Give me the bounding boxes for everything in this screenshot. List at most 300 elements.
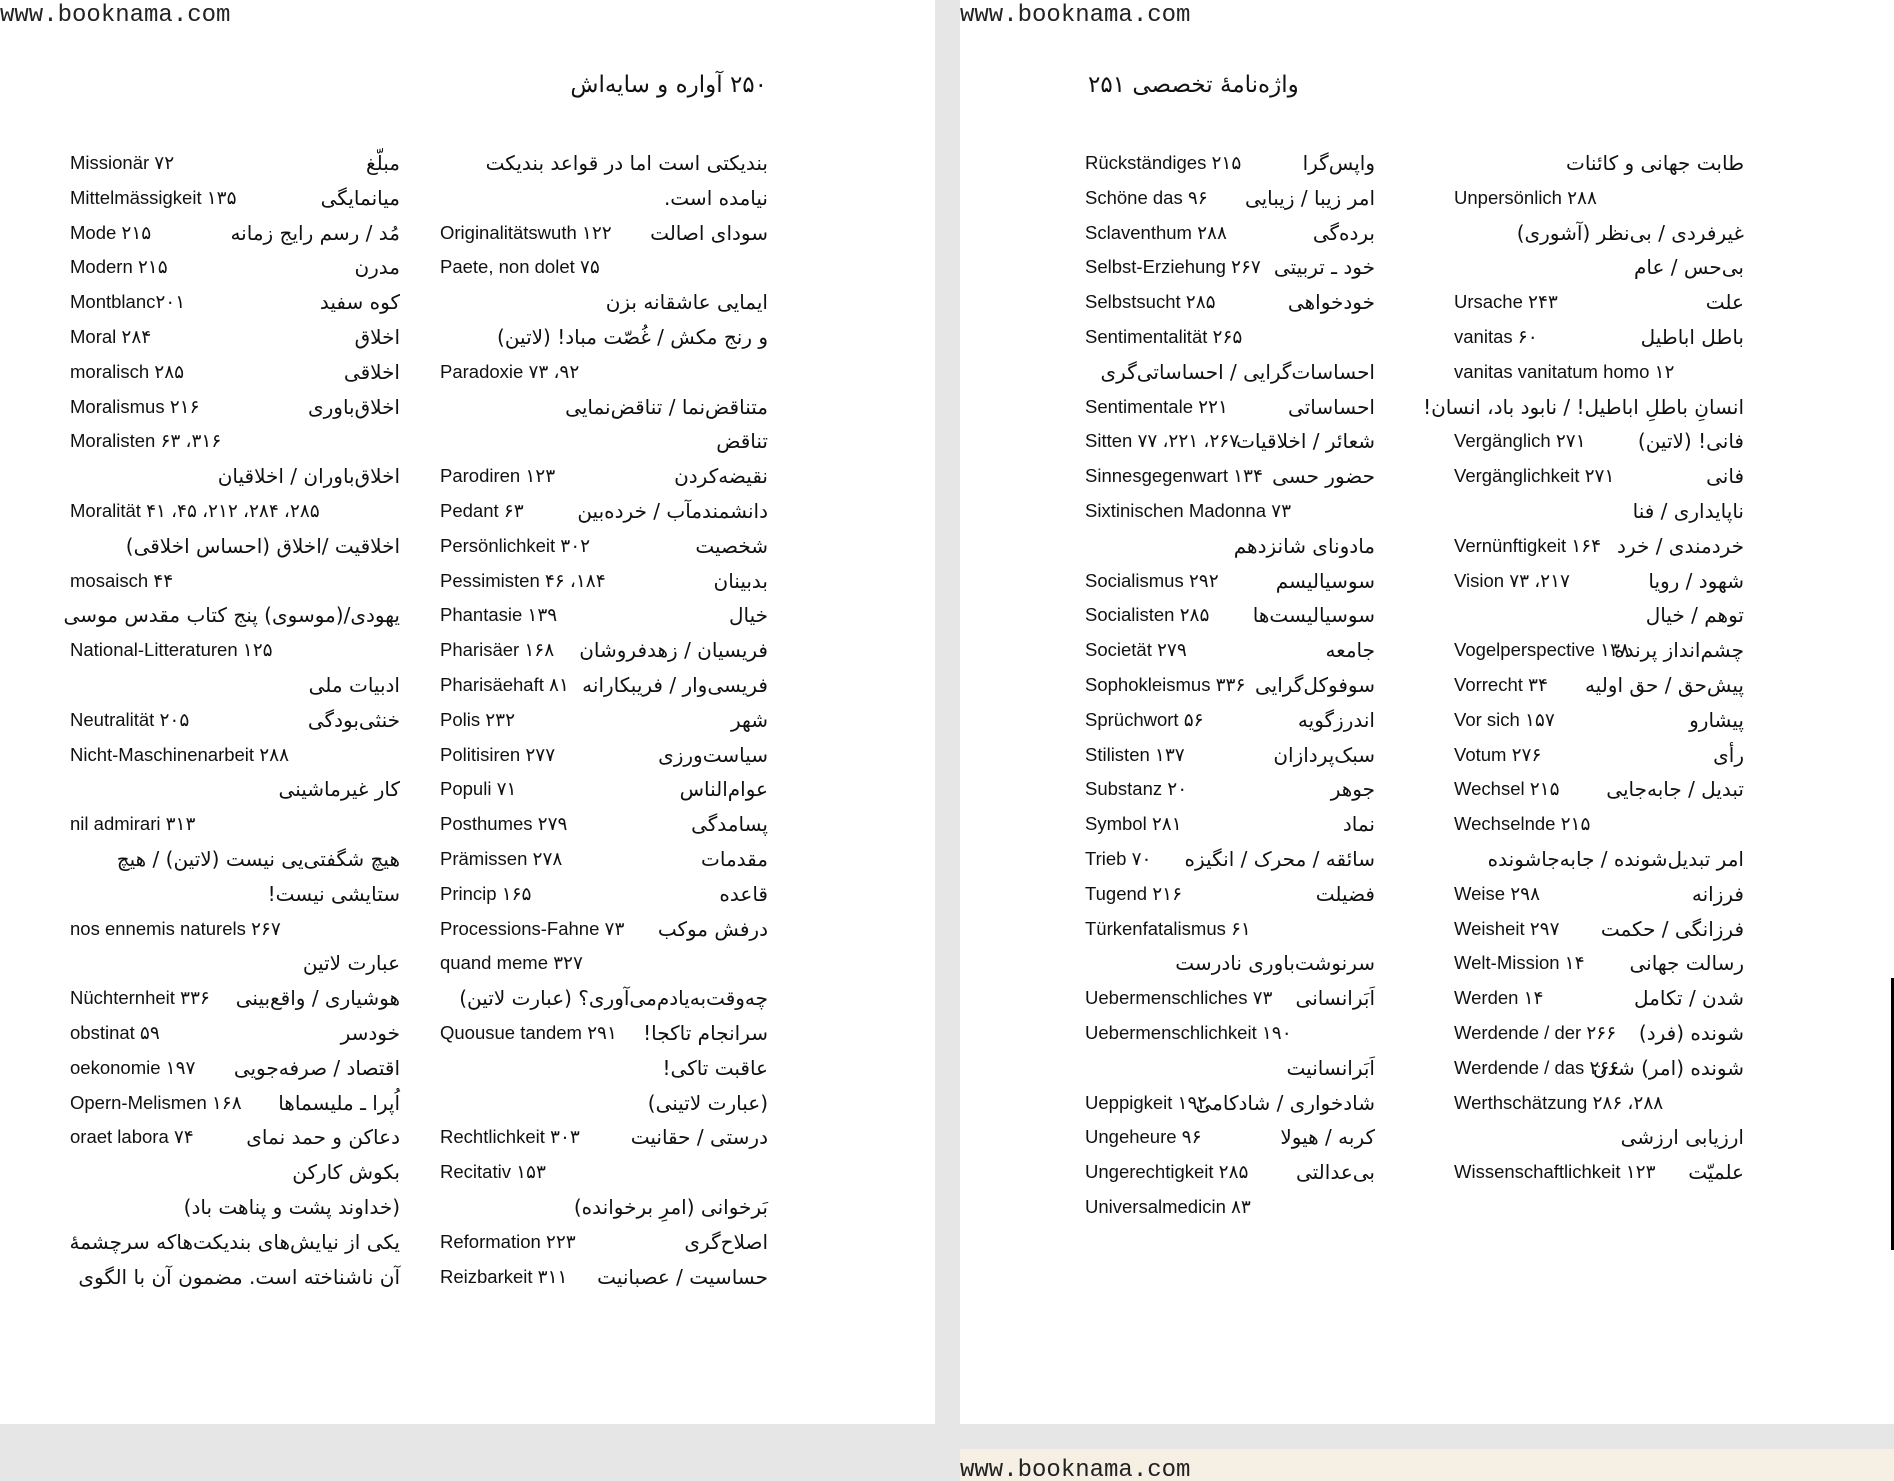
index-entry — [70, 635, 400, 670]
persian-translation: احساسات‌گرایی / احساساتی‌گری — [1100, 359, 1375, 384]
index-entry — [70, 392, 400, 427]
index-entry — [1085, 1192, 1375, 1227]
index-entry — [440, 1088, 768, 1123]
persian-translation: ادبیات ملی — [308, 672, 400, 697]
persian-translation: طابت جهانی و کائنات — [1566, 151, 1744, 175]
index-entry — [1454, 1157, 1744, 1192]
index-entry — [70, 1227, 400, 1262]
german-term: Ursache ۲۴۳ — [1454, 291, 1558, 313]
index-entry — [440, 1262, 768, 1297]
index-entry — [440, 287, 768, 322]
german-term: obstinat ۵۹ — [70, 1021, 160, 1043]
index-entry — [70, 1262, 400, 1297]
german-term: Sprüchwort ۵۶ — [1085, 708, 1204, 730]
index-entry — [440, 809, 768, 844]
persian-translation: امر زیبا / زیبایی — [1244, 185, 1375, 210]
index-column-right — [440, 148, 768, 1296]
index-entry — [1085, 322, 1375, 357]
index-entry — [1454, 426, 1744, 461]
index-entry — [1454, 322, 1744, 357]
index-entry — [1085, 1053, 1375, 1088]
right-page — [960, 0, 1894, 1424]
index-entry — [70, 461, 400, 496]
persian-translation: واپس‌گرا — [1302, 151, 1375, 175]
persian-translation: اخلاق‌باوران / اخلاقیان — [217, 464, 400, 489]
index-entry — [440, 774, 768, 809]
index-entry — [1085, 1157, 1375, 1192]
persian-translation: کار غیرماشینی — [278, 777, 400, 802]
persian-translation: انسانِ باطلِ اباطیل! / نابود باد، انسان! — [1423, 394, 1744, 419]
index-entry — [1454, 740, 1744, 775]
index-entry — [1454, 844, 1744, 879]
persian-translation: اصلاح‌گری — [684, 1229, 768, 1254]
persian-translation: علمیّت — [1688, 1160, 1744, 1185]
persian-translation: اخلاقی — [343, 359, 400, 384]
german-term: moralisch ۲۸۵ — [70, 360, 185, 382]
persian-translation: چه‌وقت‌به‌یادم‌می‌آوری؟ (عبارت لاتین) — [459, 986, 768, 1011]
index-entry — [440, 496, 768, 531]
index-entry — [1085, 879, 1375, 914]
german-term: Vorrecht ۳۴ — [1454, 673, 1548, 695]
page-header: ۲۵۰ آواره و سایه‌اش — [570, 72, 767, 98]
persian-translation: هوشیاری / واقع‌بینی — [235, 986, 400, 1011]
index-entry — [70, 983, 400, 1018]
german-term: Wissenschaftlichkeit ۱۲۳ — [1454, 1161, 1656, 1183]
german-term: Originalitätswuth ۱۲۲ — [440, 221, 612, 243]
german-term: National-Litteraturen ۱۲۵ — [70, 639, 273, 661]
persian-translation: سوفوکل‌گرایی — [1255, 672, 1375, 697]
persian-translation: یکی از نیایش‌های بندیکت‌هاکه سرچشمهٔ — [69, 1229, 400, 1254]
persian-translation: سرنوشت‌باوری نادرست — [1175, 951, 1375, 976]
index-entry — [70, 426, 400, 461]
german-term: Sophokleismus ۳۳۶ — [1085, 673, 1246, 695]
german-term: Posthumes ۲۷۹ — [440, 813, 568, 835]
index-entry — [1085, 774, 1375, 809]
german-term: Princip ۱۶۵ — [440, 882, 532, 904]
index-entry — [1454, 183, 1744, 218]
index-entry — [440, 1053, 768, 1088]
german-term: Substanz ۲۰ — [1085, 778, 1188, 800]
index-entry — [1085, 844, 1375, 879]
index-entry — [440, 322, 768, 357]
index-entry — [1454, 809, 1744, 844]
persian-translation: فرزانه — [1691, 881, 1744, 906]
index-entry — [70, 844, 400, 879]
index-entry — [1085, 1088, 1375, 1123]
persian-translation: خودسر — [340, 1020, 400, 1045]
index-entry — [1454, 1018, 1744, 1053]
german-term: mosaisch ۴۴ — [70, 569, 174, 591]
german-term: Opern-Melismen ۱۶۸ — [70, 1091, 242, 1113]
persian-translation: مقدمات — [701, 846, 768, 871]
persian-translation: اندرزگویه — [1297, 707, 1375, 732]
index-entry — [70, 148, 400, 183]
german-term: Moralismus ۲۱۶ — [70, 395, 200, 417]
persian-translation: اَبَرانسانیت — [1286, 1055, 1375, 1080]
index-entry — [440, 252, 768, 287]
persian-translation: حساسیت / عصبانیت — [597, 1264, 768, 1289]
index-entry — [440, 148, 768, 183]
german-term: Vergänglich ۲۷۱ — [1454, 430, 1586, 452]
persian-translation: شهود / رویا — [1648, 568, 1744, 593]
index-entry — [1454, 148, 1744, 183]
persian-translation: شدن / تکامل — [1634, 986, 1744, 1011]
persian-translation: درستی / حقانیت — [630, 1125, 768, 1150]
german-term: Prämissen ۲۷۸ — [440, 847, 563, 869]
persian-translation: رأی — [1713, 742, 1744, 767]
persian-translation: نیامده است. — [663, 185, 768, 210]
persian-translation: اخلاق‌باوری — [307, 394, 400, 419]
index-entry — [70, 531, 400, 566]
index-column-left — [1085, 148, 1375, 1227]
german-term: Pharisäehaft ۸۱ — [440, 673, 569, 695]
index-entry — [70, 740, 400, 775]
german-term: Nüchternheit ۳۳۶ — [70, 987, 210, 1009]
index-entry — [1085, 635, 1375, 670]
persian-translation: شهر — [730, 707, 768, 732]
index-entry — [440, 1192, 768, 1227]
german-term: Werdende / der ۲۶۶ — [1454, 1021, 1617, 1043]
persian-translation: خیال — [728, 603, 768, 628]
index-entry — [440, 183, 768, 218]
persian-translation: عبارت لاتین — [302, 951, 400, 976]
german-term: Wechselnde ۲۱۵ — [1454, 813, 1591, 835]
persian-translation: تناقض — [716, 429, 768, 454]
persian-translation: حضور حسی — [1272, 464, 1375, 489]
german-term: Uebermenschliches ۷۳ — [1085, 987, 1273, 1009]
index-entry — [440, 566, 768, 601]
page-header: واژه‌نامهٔ تخصصی ۲۵۱ — [1088, 72, 1299, 98]
persian-translation: خودخواهی — [1287, 290, 1375, 315]
persian-translation: ستایشی نیست! — [267, 881, 400, 906]
persian-translation: اَبَرانسانی — [1295, 986, 1375, 1011]
german-term: Mittelmässigkeit ۱۳۵ — [70, 186, 237, 208]
persian-translation: اخلاق — [354, 324, 400, 349]
persian-translation: فریسی‌وار / فریبکارانه — [582, 672, 768, 697]
index-entry — [1085, 566, 1375, 601]
persian-translation: سوسیالیسم — [1275, 568, 1375, 593]
index-entry — [1454, 252, 1744, 287]
watermark: www.booknama.com — [960, 2, 1191, 29]
german-term: Mode ۲۱۵ — [70, 221, 152, 243]
german-term: Moralisten ۶۳ ،۳۱۶ — [70, 430, 222, 452]
persian-translation: عوام‌الناس — [679, 777, 768, 802]
german-term: Ungerechtigkeit ۲۸۵ — [1085, 1161, 1249, 1183]
persian-translation: فضیلت — [1315, 881, 1375, 906]
index-entry — [1423, 392, 1744, 427]
persian-translation: ایمایی عاشقانه بزن — [605, 290, 768, 315]
index-entry — [1085, 148, 1375, 183]
german-term: Missionär ۷۲ — [70, 152, 175, 173]
german-term: Reformation ۲۲۳ — [440, 1230, 576, 1252]
index-entry — [440, 600, 768, 635]
persian-translation: مادونای شانزدهم — [1233, 533, 1375, 558]
watermark: www.booknama.com — [0, 2, 231, 29]
index-entry — [1085, 426, 1375, 461]
persian-translation: رسالت جهانی — [1629, 951, 1744, 976]
german-term: Pedant ۶۳ — [440, 499, 524, 521]
german-term: Montblanc۲۰۱ — [70, 291, 186, 313]
german-term: Sixtinischen Madonna ۷۳ — [1085, 499, 1292, 521]
index-entry — [440, 1018, 768, 1053]
persian-translation: علت — [1705, 290, 1744, 315]
persian-translation: خود ـ تربیتی — [1273, 255, 1375, 280]
persian-translation: اقتصاد / صرفه‌جویی — [233, 1055, 400, 1080]
persian-translation: اُپرا ـ ملیسماها — [278, 1090, 400, 1115]
german-term: Socialisten ۲۸۵ — [1085, 604, 1210, 626]
index-entry — [1454, 461, 1744, 496]
persian-translation: اخلاقیت /اخلاق (احساس اخلاقی) — [125, 533, 400, 558]
persian-translation: فریسیان / زهدفروشان — [579, 638, 768, 663]
persian-translation: سبک‌پردازان — [1273, 742, 1375, 767]
german-term: Weise ۲۹۸ — [1454, 882, 1541, 904]
persian-translation: میانمایگی — [320, 185, 400, 210]
index-entry — [70, 879, 400, 914]
german-term: Ueppigkeit ۱۹۲ — [1085, 1091, 1208, 1113]
german-term: Tugend ۲۱۶ — [1085, 882, 1183, 904]
index-entry — [70, 670, 400, 705]
german-term: Welt-Mission ۱۴ — [1454, 952, 1585, 974]
index-entry — [440, 635, 768, 670]
german-term: Trieb ۷۰ — [1085, 847, 1152, 869]
german-term: Sinnesgegenwart ۱۳۴ — [1085, 465, 1263, 487]
german-term: Socialismus ۲۹۲ — [1085, 569, 1219, 591]
index-entry — [1454, 670, 1744, 705]
german-term: Türkenfatalismus ۶۱ — [1085, 917, 1251, 939]
index-entry — [1085, 948, 1375, 983]
persian-translation: دانشمندمآب / خرده‌بین — [577, 498, 768, 523]
persian-translation: پیشارو — [1689, 707, 1744, 732]
index-entry — [440, 218, 768, 253]
index-entry — [70, 1122, 400, 1157]
persian-translation: فرزانگی / حکمت — [1600, 916, 1744, 941]
index-entry — [1085, 252, 1375, 287]
index-entry — [70, 252, 400, 287]
german-term: Sclaventhum ۲۸۸ — [1085, 221, 1227, 243]
index-entry — [1454, 531, 1744, 566]
persian-translation: (عبارت لاتینی) — [647, 1090, 768, 1115]
persian-translation: و رنج مکش / غُصّت مباد! (لاتین) — [497, 324, 768, 349]
index-entry — [1454, 948, 1744, 983]
index-entry — [70, 948, 400, 983]
index-entry — [440, 879, 768, 914]
index-entry — [70, 357, 400, 392]
german-term: Werdende / das ۲۶۶ — [1454, 1056, 1620, 1078]
persian-translation: شونده (فرد) — [1638, 1020, 1744, 1045]
german-term: Selbst-Erziehung ۲۶۷ — [1085, 256, 1261, 278]
index-entry — [1085, 809, 1375, 844]
persian-translation: قاعده — [719, 881, 768, 906]
persian-translation: کوه سفید — [319, 290, 400, 315]
index-entry — [70, 1088, 400, 1123]
index-column-right — [1423, 148, 1744, 1192]
index-entry — [1085, 705, 1375, 740]
german-term: Werthschätzung ۲۸۶ ،۲۸۸ — [1454, 1091, 1664, 1113]
german-term: Societät ۲۷۹ — [1085, 639, 1187, 661]
persian-translation: سرانجام تاکجا! — [643, 1020, 768, 1045]
index-entry — [1085, 287, 1375, 322]
persian-translation: درفش موکب — [657, 916, 768, 941]
index-entry — [1085, 183, 1375, 218]
next-page-strip — [960, 1449, 1894, 1481]
persian-translation: فانی — [1706, 464, 1744, 489]
index-entry — [440, 914, 768, 949]
index-entry — [440, 705, 768, 740]
german-term: Vor sich ۱۵۷ — [1454, 708, 1555, 730]
persian-translation: پیش‌حق / حق اولیه — [1584, 672, 1744, 697]
index-entry — [1454, 496, 1744, 531]
index-entry — [440, 531, 768, 566]
german-term: Pessimisten ۴۶ ،۱۸۴ — [440, 569, 606, 591]
index-entry — [1454, 566, 1744, 601]
persian-translation: ارزیابی ارزشی — [1620, 1125, 1744, 1150]
german-term: Modern ۲۱۵ — [70, 256, 168, 278]
index-entry — [440, 983, 768, 1018]
german-term: Vergänglichkeit ۲۷۱ — [1454, 465, 1615, 487]
index-entry — [1085, 496, 1375, 531]
persian-translation: تبدیل / جابه‌جایی — [1606, 777, 1744, 802]
persian-translation: هیچ شگفتی‌یی نیست (لاتین) / هیچ — [116, 846, 400, 871]
german-term: Persönlichkeit ۳۰۲ — [440, 534, 591, 556]
left-page — [0, 0, 935, 1424]
german-term: Sentimentalität ۲۶۵ — [1085, 325, 1243, 347]
persian-translation: سوسیالیست‌ها — [1252, 603, 1375, 628]
german-term: Ungeheure ۹۶ — [1085, 1126, 1202, 1148]
german-term: Paradoxie ۷۳ ،۹۲ — [440, 360, 580, 382]
index-entry — [1085, 1018, 1375, 1053]
german-term: Werden ۱۴ — [1454, 987, 1544, 1009]
german-term: Rückständiges ۲۱۵ — [1085, 152, 1242, 173]
persian-translation: جوهر — [1330, 777, 1375, 802]
index-entry — [440, 1122, 768, 1157]
index-entry — [1085, 983, 1375, 1018]
index-entry — [63, 600, 400, 635]
german-term: Processions-Fahne ۷۳ — [440, 917, 625, 939]
german-term: Vision ۷۳ ،۲۱۷ — [1454, 569, 1570, 591]
index-entry — [1085, 461, 1375, 496]
german-term: Weisheit ۲۹۷ — [1454, 917, 1560, 939]
german-term: Recitativ ۱۵۳ — [440, 1161, 546, 1183]
index-entry — [1454, 705, 1744, 740]
german-term: quand meme ۳۲۷ — [440, 952, 583, 974]
persian-translation: نقیضه‌کردن — [674, 464, 768, 489]
persian-translation: سودای اصالت — [650, 220, 768, 245]
german-term: Selbstsucht ۲۸۵ — [1085, 291, 1216, 313]
german-term: oekonomie ۱۹۷ — [70, 1056, 196, 1078]
index-entry — [1085, 1122, 1375, 1157]
german-term: Sentimentale ۲۲۱ — [1085, 395, 1228, 417]
index-entry — [70, 322, 400, 357]
index-entry — [70, 1053, 400, 1088]
index-entry — [70, 496, 400, 531]
index-entry — [1454, 287, 1744, 322]
german-term: Wechsel ۲۱۵ — [1454, 778, 1560, 800]
index-entry — [1085, 740, 1375, 775]
persian-translation: یهودی/(موسوی) پنج کتاب مقدس موسی — [63, 603, 400, 628]
persian-translation: غیرفردی / بی‌نظر (آشوری) — [1516, 220, 1744, 245]
persian-translation: جامعه — [1325, 638, 1375, 663]
persian-translation: چشم‌انداز پرنده — [1614, 638, 1744, 663]
persian-translation: سیاست‌ورزی — [658, 742, 768, 767]
persian-translation: شعائر / اخلاقیات — [1236, 429, 1375, 454]
index-entry — [70, 287, 400, 322]
persian-translation: بی‌حس / عام — [1634, 255, 1744, 280]
german-term: vanitas vanitatum homo ۱۲ — [1454, 360, 1675, 382]
persian-translation: مُد / رسم رایج زمانه — [230, 220, 400, 245]
index-entry — [1085, 600, 1375, 635]
persian-translation: دعاکن و حمد نمای — [246, 1125, 400, 1150]
german-term: Sitten ۷۷ ،۲۲۱ ،۲۶۷ — [1085, 430, 1240, 452]
german-term: Rechtlichkeit ۳۰۳ — [440, 1126, 580, 1148]
german-term: Phantasie ۱۳۹ — [440, 604, 558, 626]
persian-translation: توهم / خیال — [1645, 603, 1744, 628]
index-entry — [440, 844, 768, 879]
index-entry — [440, 426, 768, 461]
index-entry — [70, 1192, 400, 1227]
german-term: Paete, non dolet ۷۵ — [440, 256, 600, 278]
watermark: www.booknama.com — [960, 1457, 1191, 1481]
persian-translation: خردمندی / خرد — [1617, 533, 1744, 558]
persian-translation: مدرن — [354, 255, 400, 280]
persian-translation: عاقبت تاکی! — [662, 1055, 768, 1080]
german-term: Vernünftigkeit ۱۶۴ — [1454, 534, 1602, 556]
index-entry — [70, 1018, 400, 1053]
persian-translation: آن ناشناخته است. مضمون آن با الگوی — [78, 1264, 400, 1289]
persian-translation: پسامدگی — [691, 812, 768, 837]
persian-translation: ناپایداری / فنا — [1632, 498, 1744, 523]
german-term: vanitas ۶۰ — [1454, 325, 1538, 347]
persian-translation: کربه / هیولا — [1280, 1125, 1375, 1150]
german-term: Nicht-Maschinenarbeit ۲۸۸ — [70, 743, 290, 765]
german-term: Reizbarkeit ۳۱۱ — [440, 1265, 568, 1287]
index-entry — [440, 948, 768, 983]
index-entry — [440, 1227, 768, 1262]
german-term: Uebermenschlichkeit ۱۹۰ — [1085, 1021, 1292, 1043]
german-term: Politisiren ۲۷۷ — [440, 743, 556, 765]
index-entry — [440, 740, 768, 775]
german-term: Vogelperspective ۱۳۸ — [1454, 639, 1630, 661]
persian-translation: متناقض‌نما / تناقض‌نمایی — [565, 394, 768, 419]
index-entry — [1085, 218, 1375, 253]
persian-translation: باطل اباطیل — [1640, 324, 1744, 349]
index-entry — [1454, 600, 1744, 635]
german-term: Moral ۲۸۴ — [70, 325, 152, 347]
persian-translation: بی‌عدالتی — [1295, 1160, 1375, 1185]
persian-translation: نماد — [1342, 812, 1375, 837]
index-entry — [70, 218, 400, 253]
index-entry — [1454, 357, 1744, 392]
index-entry — [440, 392, 768, 427]
index-entry — [1454, 1053, 1744, 1088]
index-entry — [70, 774, 400, 809]
index-entry — [1454, 774, 1744, 809]
index-entry — [440, 357, 768, 392]
persian-translation: بدبینان — [713, 568, 768, 593]
german-term: Schöne das ۹۶ — [1085, 186, 1208, 208]
german-term: Moralität ۴۱ ،۴۵ ،۲۱۲ ،۲۸۴ ،۲۸۵ — [70, 499, 320, 521]
german-term: nos ennemis naturels ۲۶۷ — [70, 917, 281, 939]
german-term: Populi ۷۱ — [440, 778, 517, 800]
persian-translation: احساساتی — [1288, 394, 1375, 419]
german-term: Symbol ۲۸۱ — [1085, 813, 1182, 835]
index-entry — [70, 705, 400, 740]
german-term: Parodiren ۱۲۳ — [440, 465, 556, 487]
index-entry — [70, 183, 400, 218]
index-column-left — [63, 148, 400, 1296]
persian-translation: سائقه / محرک / انگیزه — [1184, 846, 1375, 871]
index-entry — [1085, 357, 1375, 392]
persian-translation: امر تبدیل‌شونده / جابه‌جاشونده — [1487, 846, 1744, 871]
